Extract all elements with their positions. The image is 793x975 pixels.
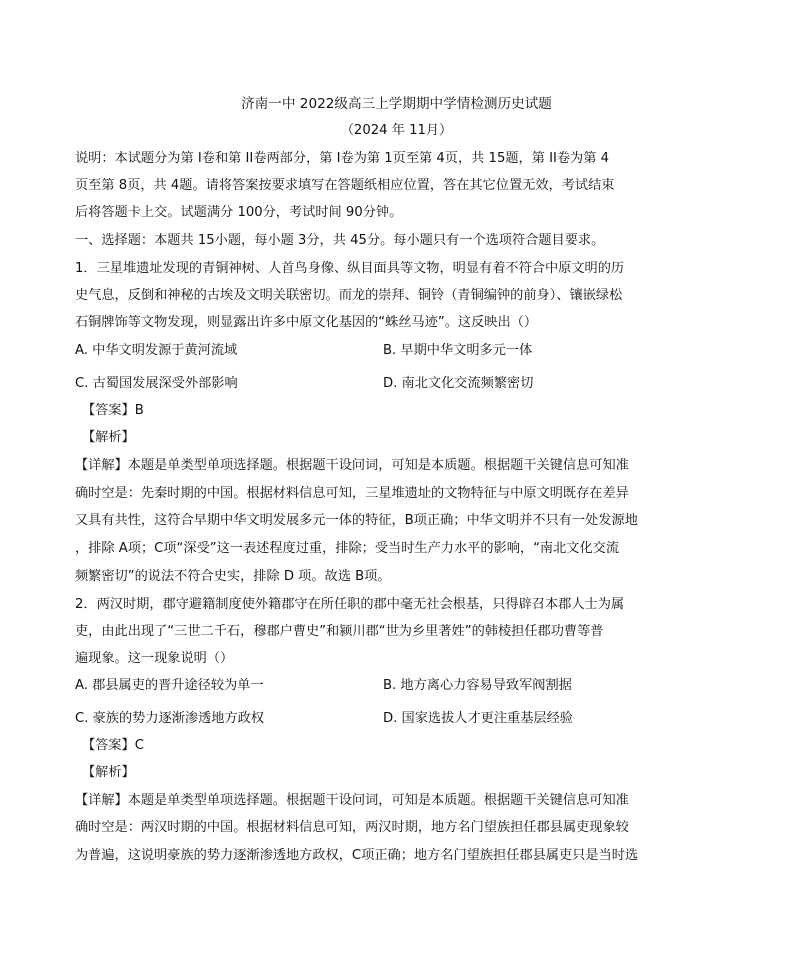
q1-analysis-label: 【解析】: [82, 430, 135, 445]
q1-detail-line-2: 确时空是：先秦时期的中国。根据材料信息可知，三星堆遗址的文物特征与中原文明既存在差异: [75, 486, 629, 501]
q1-detail-line-4: ，排除 A项；C项“深受”这一表述程度过重，排除；受当时生产力水平的影响，“南北文化交流: [75, 541, 620, 556]
exam-date: （2024 年 11月）: [340, 123, 453, 138]
q2-detail-line-3: 为普遍，这说明豪族的势力逐渐渗透地方政权，C项正确；地方名门望族担任郡县属吏只是当时选: [75, 848, 639, 863]
q1-option-c: C. 古蜀国发展深受外部影响: [75, 376, 238, 391]
q2-option-a: A. 郡县属吏的晋升途径较为单一: [75, 678, 264, 693]
q1-stem-line-1: 1．三星堆遗址发现的青铜神树、人首鸟身像、纵目面具等文物，明显有着不符合中原文明的历: [75, 261, 625, 276]
q1-option-d: D. 南北文化交流频繁密切: [383, 376, 534, 391]
q1-detail-line-5: 频繁密切”的说法不符合史实，排除 D 项。故选 B项。: [75, 569, 391, 584]
q2-stem-line-2: 吏，由此出现了“三世二千石，穆郡户曹史”和颍川郡“世为乡里著姓”的韩棱担任郡功曹等普: [75, 624, 604, 639]
exam-title: 济南一中 2022级高三上学期期中学情检测历史试题: [241, 96, 552, 112]
intro-line-1: 说明：本试题分为第 I卷和第 II卷两部分，第 I卷为第 1页至第 4页，共 15题，第 II卷为第 4: [75, 151, 610, 166]
q2-stem-line-3: 遍现象。这一现象说明（）: [75, 651, 234, 666]
q2-option-d: D. 国家选拔人才更注重基层经验: [383, 711, 573, 726]
q2-option-b: B. 地方离心力容易导致军阀割据: [383, 678, 572, 693]
q1-stem-line-2: 史气息，反倒和神秘的古埃及文明关联密切。而龙的崇拜、铜铃（青铜编钟的前身）、镶嵌绿松: [75, 288, 623, 303]
q1-answer: 【答案】B: [82, 403, 144, 418]
q2-detail-line-1: 【详解】本题是单类型单项选择题。根据题干设问词，可知是本质题。根据题干关键信息可知准: [75, 793, 629, 808]
q2-stem-line-1: 2．两汉时期，郡守避籍制度使外籍郡守在所任职的郡中毫无社会根基，只得辟召本郡人士为属: [75, 597, 625, 612]
section-heading: 一、选择题：本题共 15小题，每小题 3分，共 45分。每小题只有一个选项符合题目要求。: [75, 233, 605, 248]
intro-line-2: 页至第 8页，共 4题。请将答案按要求填写在答题纸相应位置，答在其它位置无效，考试结束: [75, 178, 615, 193]
q2-answer: 【答案】C: [82, 738, 144, 753]
q2-detail-line-2: 确时空是：两汉时期的中国。根据材料信息可知，两汉时期，地方名门望族担任郡县属吏现象较: [75, 820, 629, 835]
q2-option-c: C. 豪族的势力逐渐渗透地方政权: [75, 711, 265, 726]
q1-detail-line-1: 【详解】本题是单类型单项选择题。根据题干设问词，可知是本质题。根据题干关键信息可知准: [75, 458, 629, 473]
q1-option-b: B. 早期中华文明多元一体: [383, 343, 533, 358]
q2-analysis-label: 【解析】: [82, 765, 135, 780]
q1-stem-line-3: 石铜牌饰等文物发现，则显露出许多中原文化基因的“蛛丝马迹”。这反映出（）: [75, 315, 538, 330]
intro-line-3: 后将答题卡上交。试题满分 100分，考试时间 90分钟。: [75, 205, 403, 220]
q1-option-a: A. 中华文明发源于黄河流域: [75, 343, 238, 358]
q1-detail-line-3: 又具有共性，这符合早期中华文明发展多元一体的特征，B项正确；中华文明并不只有一处发源地: [75, 513, 638, 528]
